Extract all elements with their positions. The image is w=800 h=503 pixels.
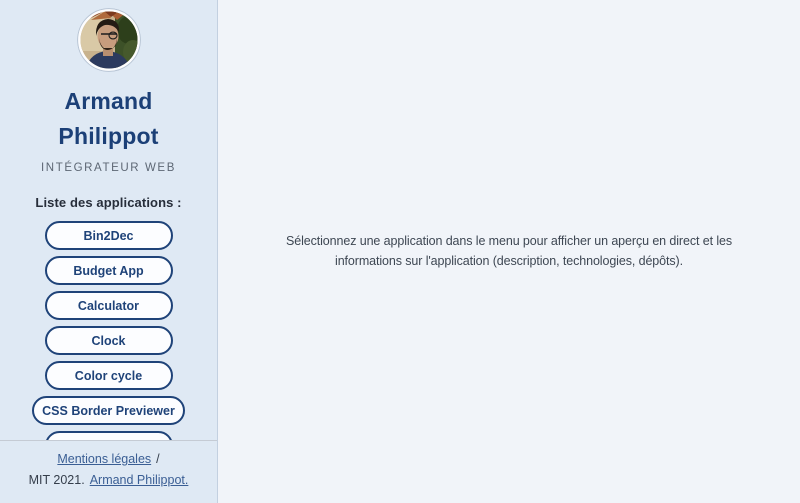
- app-button[interactable]: Bin2Dec: [45, 221, 173, 250]
- apps-list: [0, 221, 217, 440]
- profile-name-line2: Philippot: [58, 123, 159, 149]
- placeholder-message: [286, 232, 732, 271]
- license-line: [29, 473, 189, 487]
- author-link[interactable]: Armand Philippot.: [89, 473, 189, 487]
- placeholder-message-line2: informations sur l'application (description, technologies, dépôts).: [335, 253, 683, 268]
- license-text: MIT 2021.: [28, 473, 85, 487]
- apps-list-label: Liste des applications :: [35, 195, 182, 210]
- profile-name-line1: Armand: [64, 88, 153, 114]
- legal-link[interactable]: Mentions légales: [57, 452, 152, 466]
- sidebar-footer: [0, 440, 217, 503]
- avatar: [77, 8, 141, 72]
- app-button[interactable]: CSS Border Previewer: [32, 396, 185, 425]
- profile-subtitle: INTÉGRATEUR WEB: [41, 162, 176, 174]
- app-button[interactable]: Color cycle: [45, 361, 173, 390]
- app-button[interactable]: Calculator: [45, 291, 173, 320]
- main-panel: [218, 0, 800, 503]
- app-button-partial[interactable]: [45, 431, 173, 440]
- legal-separator: /: [156, 452, 160, 466]
- profile-card: [41, 8, 176, 174]
- app-button[interactable]: Budget App: [45, 256, 173, 285]
- app-button[interactable]: Clock: [45, 326, 173, 355]
- placeholder-message-line1: Sélectionnez une application dans le menu pour afficher un aperçu en direct et les: [285, 234, 733, 248]
- profile-name: [58, 84, 158, 154]
- sidebar: [0, 0, 218, 503]
- legal-line: [57, 452, 159, 466]
